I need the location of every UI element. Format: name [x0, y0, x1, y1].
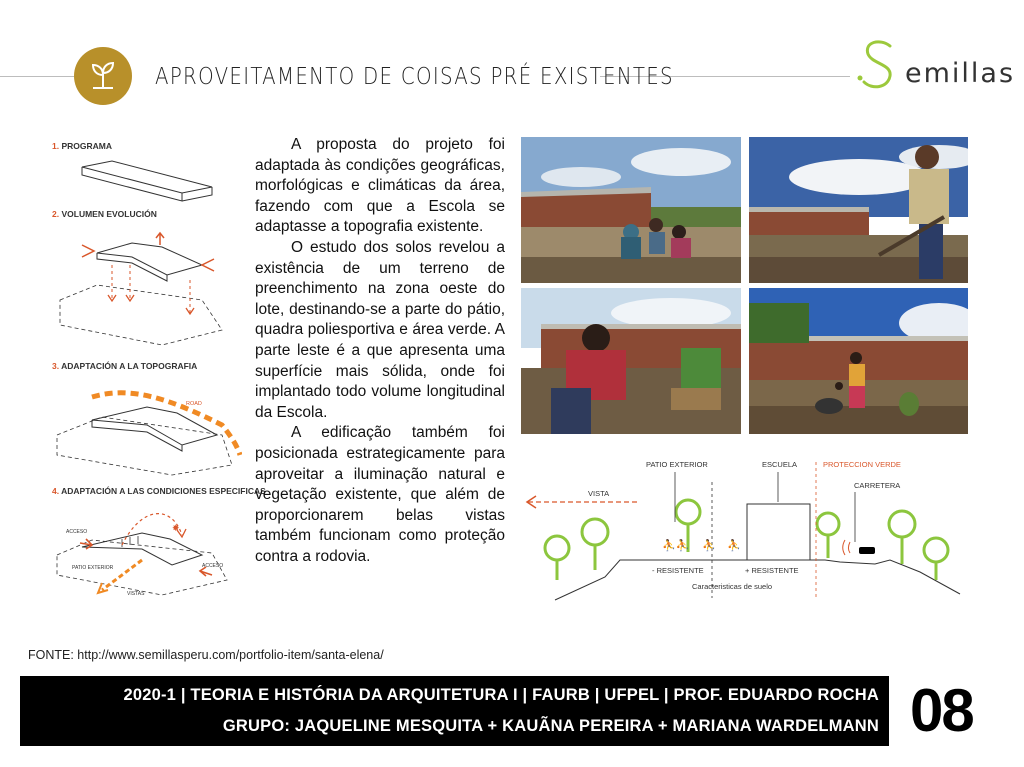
carretera-label: CARRETERA — [854, 481, 901, 490]
source-citation: FONTE: http://www.semillasperu.com/portfolio-item/santa-elena/ — [28, 648, 384, 662]
photo-man-digging — [749, 137, 968, 283]
body-text — [255, 135, 505, 567]
logo-wordmark: emillas — [905, 58, 1016, 89]
footer-group-line: GRUPO: JAQUELINE MESQUITA + KAUÃNA PEREIRA + MARIANA WARDELMANN — [222, 717, 879, 735]
people-icon: ⛹⛹ — [662, 539, 690, 552]
photo-girl-planting — [521, 288, 741, 434]
photo-school-exterior — [521, 137, 741, 283]
step-label-1: 1. PROGRAMA — [52, 141, 112, 151]
footer-course-line: 2020-1 | TEORIA E HISTÓRIA DA ARQUITETURA I | FAURB | UFPEL | PROF. EDUARDO ROCHA — [123, 686, 879, 704]
paragraph-3: A edificação também foi posicionada estrategicamente para aproveitar a iluminação natural e vegetação existente, que além de proporcionarem belas vistas também funcionam como proteção contra a rodovia. — [255, 424, 505, 565]
resistente-minus-label: - RESISTENTE — [652, 566, 704, 575]
soil-characteristics-label: Caracteristicas de suelo — [692, 582, 773, 591]
sketch-topografia — [57, 393, 240, 475]
section-badge — [74, 47, 132, 105]
paragraph-1: A proposta do projeto foi adaptada às condições geográficas, morfológicas e climáticas da área, fazendo com que a Escola se adaptasse a topografia existente. — [255, 136, 505, 236]
vista-label: VISTA — [588, 489, 610, 498]
evolution-sketches — [52, 135, 242, 605]
sun-icon: ✸ — [172, 524, 180, 534]
step-label-4: 4. ADAPTACIÓN A LAS CONDICIONES ESPECIFICAS — [52, 486, 266, 496]
car-icon — [859, 547, 875, 554]
vistas-label: VISTAS — [127, 591, 145, 597]
person-icon-2: ⛹ — [727, 539, 741, 552]
paragraph-2: O estudo dos solos revelou a existência de um terreno de preenchimento na zona oeste do lote, destinando-se a parte do pátio, quadra poliesportiva e área verde. A parte leste é a que apresenta uma superfície mais sólida, onde foi implantado todo volume longitudinal da Escola. — [255, 238, 505, 421]
step-label-3: 3. ADAPTACIÓN A LA TOPOGRAFIA — [52, 361, 198, 371]
road-label: ROAD — [186, 401, 202, 407]
acceso-label-2: ACCESO — [202, 563, 224, 569]
photo-children-playing — [749, 288, 968, 434]
escuela-label: ESCUELA — [762, 460, 798, 469]
section-diagram — [520, 452, 968, 602]
footer-bar — [20, 676, 889, 746]
patio-exterior-label: PATIO EXTERIOR — [646, 460, 708, 469]
proteccion-verde-label: PROTECCION VERDE — [823, 460, 901, 469]
page-number: 08 — [910, 677, 973, 744]
sketch-volumen — [60, 233, 222, 345]
sprout-icon — [88, 59, 118, 93]
page-title: APROVEITAMENTO DE COISAS PRÉ EXISTENTES — [155, 64, 674, 90]
header-rule-left — [0, 76, 74, 77]
sketch-condiciones — [57, 514, 227, 597]
step-label-2: 2. VOLUMEN EVOLUCIÓN — [52, 209, 157, 219]
evolution-diagrams — [52, 135, 266, 605]
resistente-plus-label: + RESISTENTE — [745, 566, 799, 575]
patio-label: PATIO EXTERIOR — [72, 565, 114, 571]
acceso-label-1: ACCESO — [66, 529, 88, 535]
sketch-programa — [82, 161, 212, 201]
person-icon: ⛹ — [702, 539, 716, 552]
